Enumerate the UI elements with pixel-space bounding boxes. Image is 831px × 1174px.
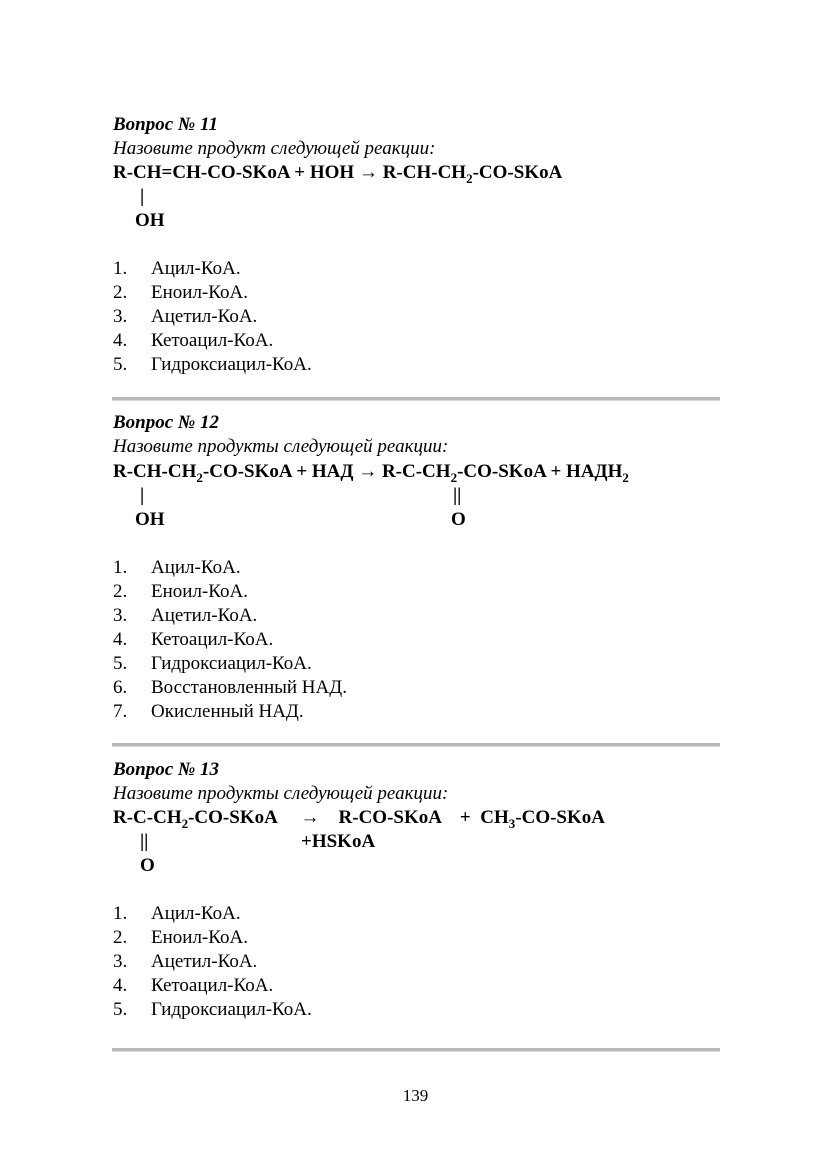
section-divider xyxy=(112,743,720,747)
question-title: Вопрос № 11 xyxy=(113,114,219,135)
single-bond: | xyxy=(140,186,145,207)
double-bond: || xyxy=(140,831,149,852)
subscript: 2 xyxy=(466,170,473,186)
reaction-line: $R-C-CH_2-CO$-SKoA → R-CO-SKoA + $CH_3-CO$-SKoA xyxy=(113,807,605,831)
question-title: Вопрос № 12 xyxy=(113,412,220,433)
reaction-line: R-CH=CH-CO-SKoA + HOH → $R-CH-CH_2-CO$-SKoA xyxy=(113,162,563,186)
reaction-line: $R-CH-CH_2-CO$-SKoA + НАД → $R-C-CH_2-CO$-SKoA + $НАДН_2$ xyxy=(113,461,629,485)
question-title: Вопрос № 13 xyxy=(113,759,220,780)
subscript: 2 xyxy=(622,469,629,485)
question-prompt: Назовите продукты следующей реакции: xyxy=(113,436,449,457)
section-divider xyxy=(112,1048,720,1052)
subscript: 3 xyxy=(508,815,516,831)
reagent-label: +HSKoA xyxy=(301,831,376,852)
double-bond: || xyxy=(453,485,462,506)
oxo-group: O xyxy=(140,855,155,876)
hydroxyl-group: OH xyxy=(135,509,165,530)
section-divider xyxy=(112,397,720,401)
subscript: 2 xyxy=(450,469,458,485)
hydroxyl-group: OH xyxy=(135,210,165,231)
oxo-group: O xyxy=(451,509,466,530)
question-prompt: Назовите продукт следующей реакции: xyxy=(113,138,436,159)
subscript: 2 xyxy=(196,469,203,485)
question-prompt: Назовите продукты следующей реакции: xyxy=(113,783,449,804)
page-number: 139 xyxy=(402,1086,429,1105)
single-bond: | xyxy=(140,485,145,506)
subscript: 2 xyxy=(181,815,189,831)
